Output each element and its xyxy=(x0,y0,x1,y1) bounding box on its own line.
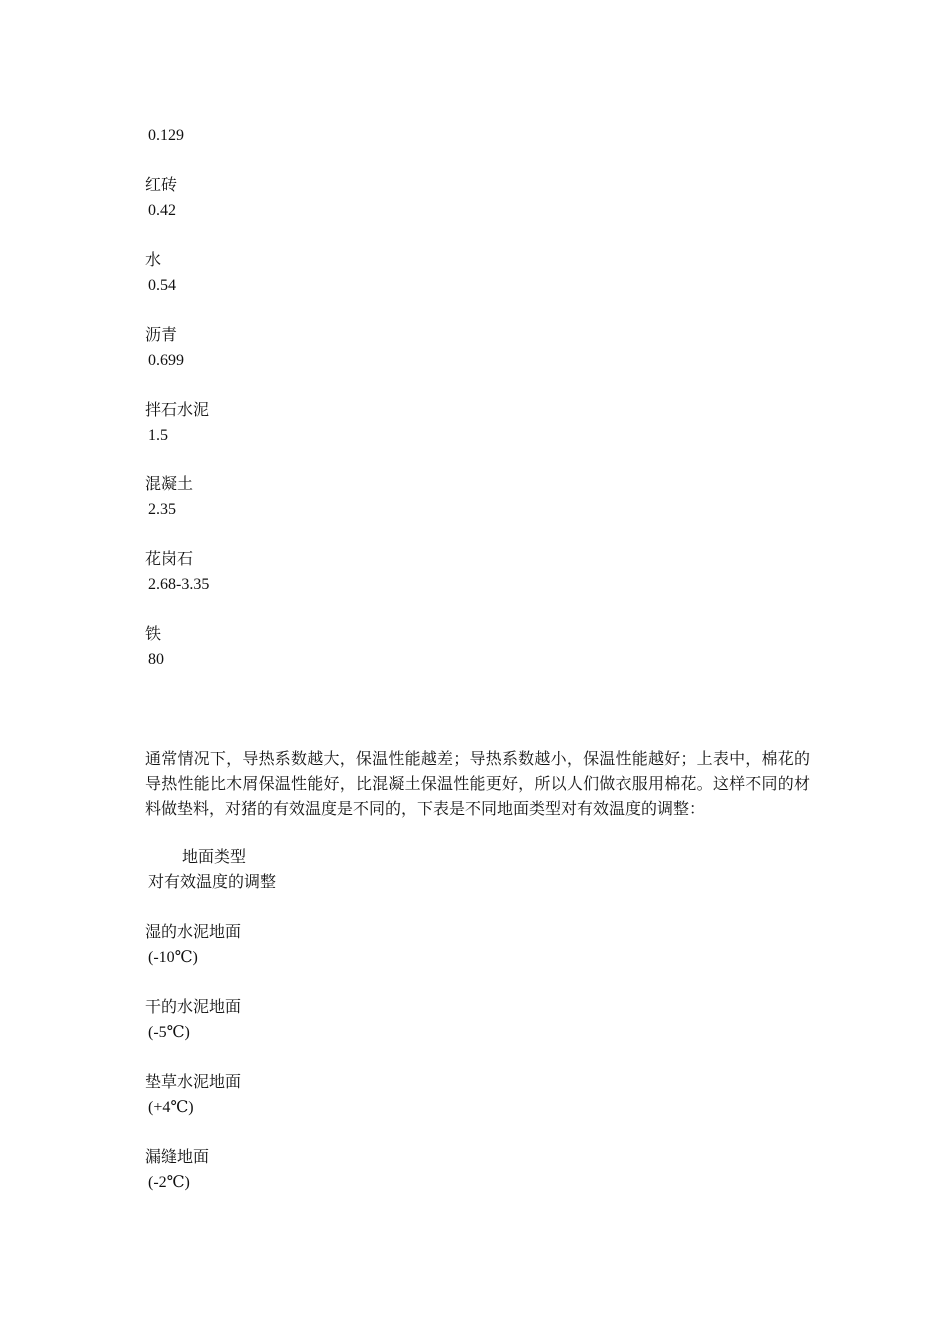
table1-value: 0.699 xyxy=(148,352,184,369)
table1-material: 混凝土 xyxy=(145,476,194,493)
table1-value: 2.35 xyxy=(148,501,176,518)
table2-adjust: (-5℃) xyxy=(148,1024,190,1041)
table1-value: 2.68-3.35 xyxy=(148,576,210,593)
table1-material: 拌石水泥 xyxy=(145,402,210,419)
table2-floor: 干的水泥地面 xyxy=(145,999,242,1016)
table1-material: 红砖 xyxy=(145,177,178,194)
table2-header-floor-type: 地面类型 xyxy=(182,849,247,866)
table1-first-value: 0.129 xyxy=(148,127,184,144)
table2-floor: 垫草水泥地面 xyxy=(145,1074,242,1091)
table1-material: 沥青 xyxy=(145,327,178,344)
table1-material: 铁 xyxy=(145,626,162,643)
table1-material: 花岗石 xyxy=(145,551,194,568)
table1-value: 0.42 xyxy=(148,202,176,219)
table1-value: 1.5 xyxy=(148,427,168,444)
table2-adjust: (+4℃) xyxy=(148,1099,194,1116)
table2-floor: 湿的水泥地面 xyxy=(145,924,242,941)
body-paragraph: 通常情况下，导热系数越大，保温性能越差；导热系数越小，保温性能越好；上表中，棉花的导热性能比木屑保温性能好，比混凝土保温性能更好，所以人们做衣服用棉花。这样不同的材料做垫料，对猪的有效温度是不同的，下表是不同地面类型对有效温度的调整： xyxy=(145,751,810,818)
table2-header-adjustment: 对有效温度的调整 xyxy=(148,874,277,891)
table2-floor: 漏缝地面 xyxy=(145,1149,210,1166)
table1-material: 水 xyxy=(145,252,162,269)
table2-adjust: (-2℃) xyxy=(148,1174,190,1191)
table2-adjust: (-10℃) xyxy=(148,949,198,966)
table1-value: 0.54 xyxy=(148,277,176,294)
table1-value: 80 xyxy=(148,651,164,668)
